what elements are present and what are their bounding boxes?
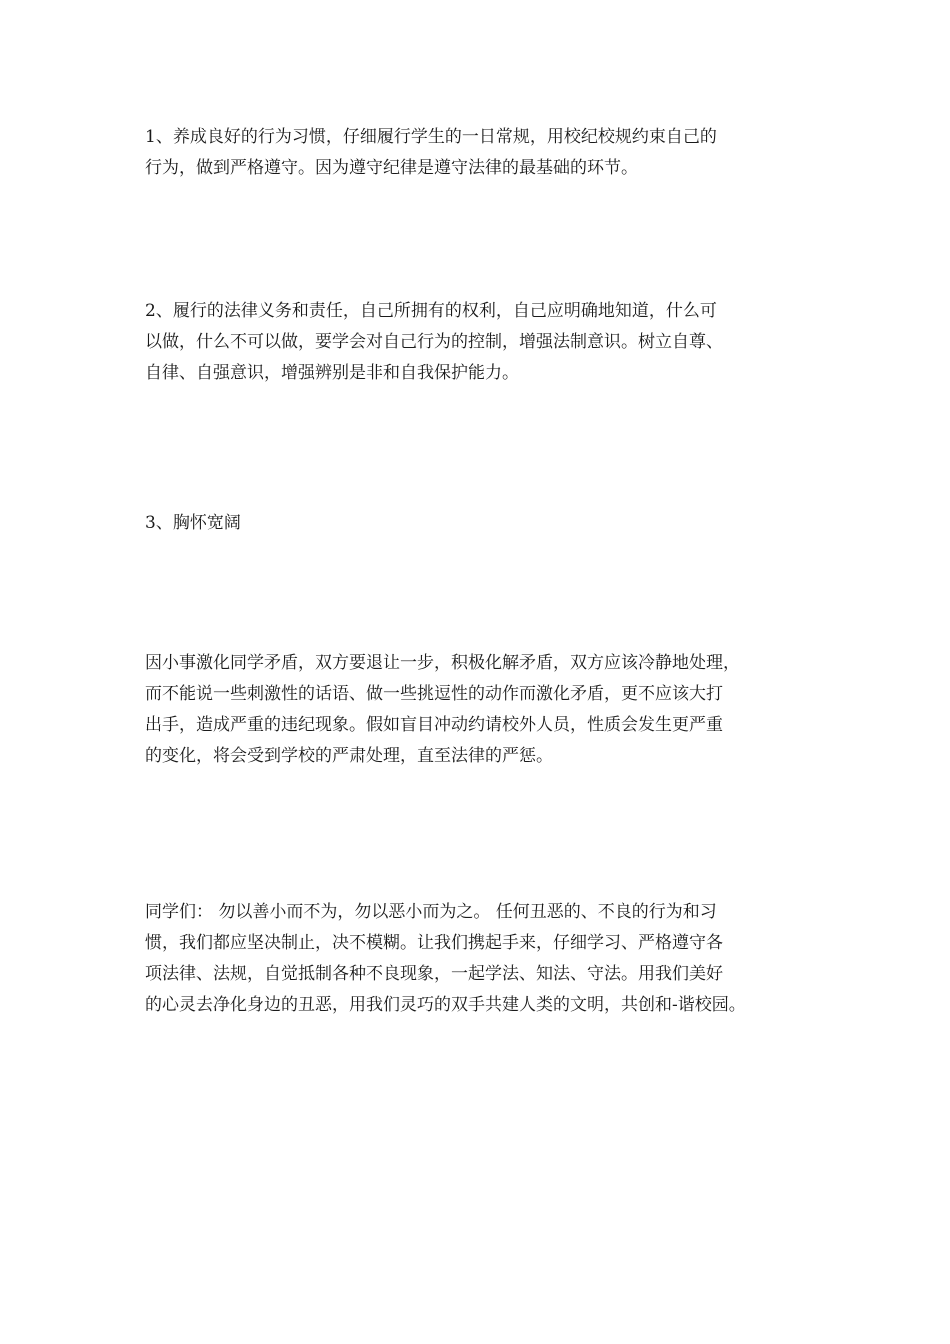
- paragraph-line: 惯，我们都应坚决制止，决不模糊。让我们携起手来，仔细学习、严格遵守各: [145, 933, 723, 953]
- paragraph-closing-appeal: [145, 897, 835, 1021]
- paragraph-behavior-habits: [145, 122, 835, 184]
- paragraph-line: 行为，做到严格遵守。因为遵守纪律是遵守法律的最基础的环节。: [145, 158, 638, 178]
- paragraph-line: 出手，造成严重的违纪现象。假如盲目冲动约请校外人员，性质会发生更严重: [145, 715, 723, 735]
- paragraph-line: 的变化，将会受到学校的严肃处理，直至法律的严惩。: [145, 746, 553, 766]
- paragraph-line: 自律、自强意识，增强辨别是非和自我保护能力。: [145, 363, 519, 383]
- paragraph-line: 而不能说一些刺激性的话语、做一些挑逗性的动作而激化矛盾，更不应该大打: [145, 684, 723, 704]
- paragraph-line: 3、胸怀宽阔: [145, 513, 241, 533]
- paragraph-line: 的心灵去净化身边的丑恶，用我们灵巧的双手共建人类的文明，共创和-谐校园。: [145, 995, 746, 1015]
- paragraph-line: 因小事激化同学矛盾，双方要退让一步，积极化解矛盾，双方应该冷静地处理，: [145, 653, 740, 673]
- paragraph-line: 以做，什么不可以做，要学会对自己行为的控制，增强法制意识。树立自尊、: [145, 332, 723, 352]
- paragraph-broad-mind-heading: [145, 508, 835, 539]
- paragraph-line: 1、养成良好的行为习惯，仔细履行学生的一日常规，用校纪校规约束自己的: [145, 127, 717, 147]
- paragraph-line: 同学们： 勿以善小而不为，勿以恶小而为之。 任何丑恶的、不良的行为和习: [145, 902, 717, 922]
- paragraph-line: 项法律、法规，自觉抵制各种不良现象，一起学法、知法、守法。用我们美好: [145, 964, 723, 984]
- paragraph-line: 2、履行的法律义务和责任，自己所拥有的权利，自己应明确地知道，什么可: [145, 301, 717, 321]
- paragraph-legal-duties: [145, 296, 835, 389]
- paragraph-conflict-resolution: [145, 648, 835, 772]
